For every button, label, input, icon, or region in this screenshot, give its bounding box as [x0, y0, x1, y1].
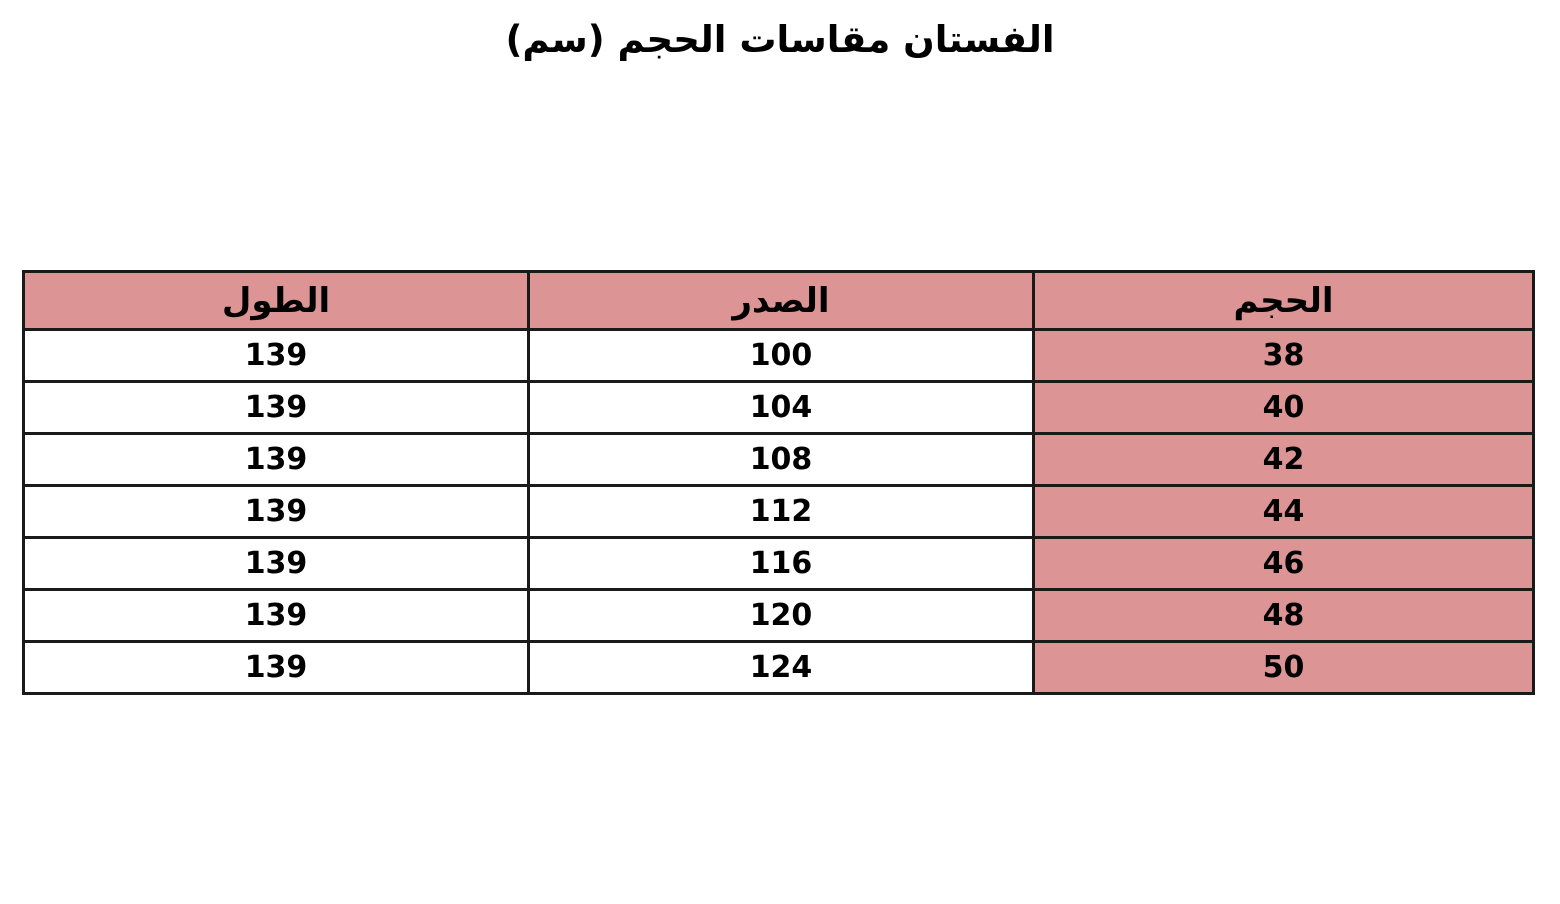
table-row — [24, 538, 1534, 590]
cell-size: 48 — [1034, 590, 1534, 642]
cell-length: 139 — [24, 590, 529, 642]
cell-length: 139 — [24, 434, 529, 486]
cell-size: 40 — [1034, 382, 1534, 434]
table-header — [24, 272, 1534, 330]
cell-size: 38 — [1034, 330, 1534, 382]
cell-chest: 100 — [529, 330, 1034, 382]
column-header-length: الطول — [24, 272, 529, 330]
cell-length: 139 — [24, 538, 529, 590]
cell-length: 139 — [24, 330, 529, 382]
table-header-row — [24, 272, 1534, 330]
cell-chest: 120 — [529, 590, 1034, 642]
size-chart-table — [22, 270, 1535, 695]
cell-length: 139 — [24, 642, 529, 694]
table-row — [24, 434, 1534, 486]
cell-length: 139 — [24, 486, 529, 538]
cell-size: 46 — [1034, 538, 1534, 590]
table-row — [24, 642, 1534, 694]
cell-size: 50 — [1034, 642, 1534, 694]
cell-chest: 124 — [529, 642, 1034, 694]
size-table-container — [25, 270, 1535, 695]
cell-chest: 108 — [529, 434, 1034, 486]
cell-length: 139 — [24, 382, 529, 434]
table-row — [24, 486, 1534, 538]
table-row — [24, 330, 1534, 382]
table-body — [24, 330, 1534, 694]
cell-size: 44 — [1034, 486, 1534, 538]
cell-size: 42 — [1034, 434, 1534, 486]
cell-chest: 116 — [529, 538, 1034, 590]
table-row — [24, 590, 1534, 642]
cell-chest: 104 — [529, 382, 1034, 434]
column-header-size: الحجم — [1034, 272, 1534, 330]
column-header-chest: الصدر — [529, 272, 1034, 330]
cell-chest: 112 — [529, 486, 1034, 538]
page-title: الفستان مقاسات الحجم (سم) — [505, 18, 1055, 61]
table-row — [24, 382, 1534, 434]
